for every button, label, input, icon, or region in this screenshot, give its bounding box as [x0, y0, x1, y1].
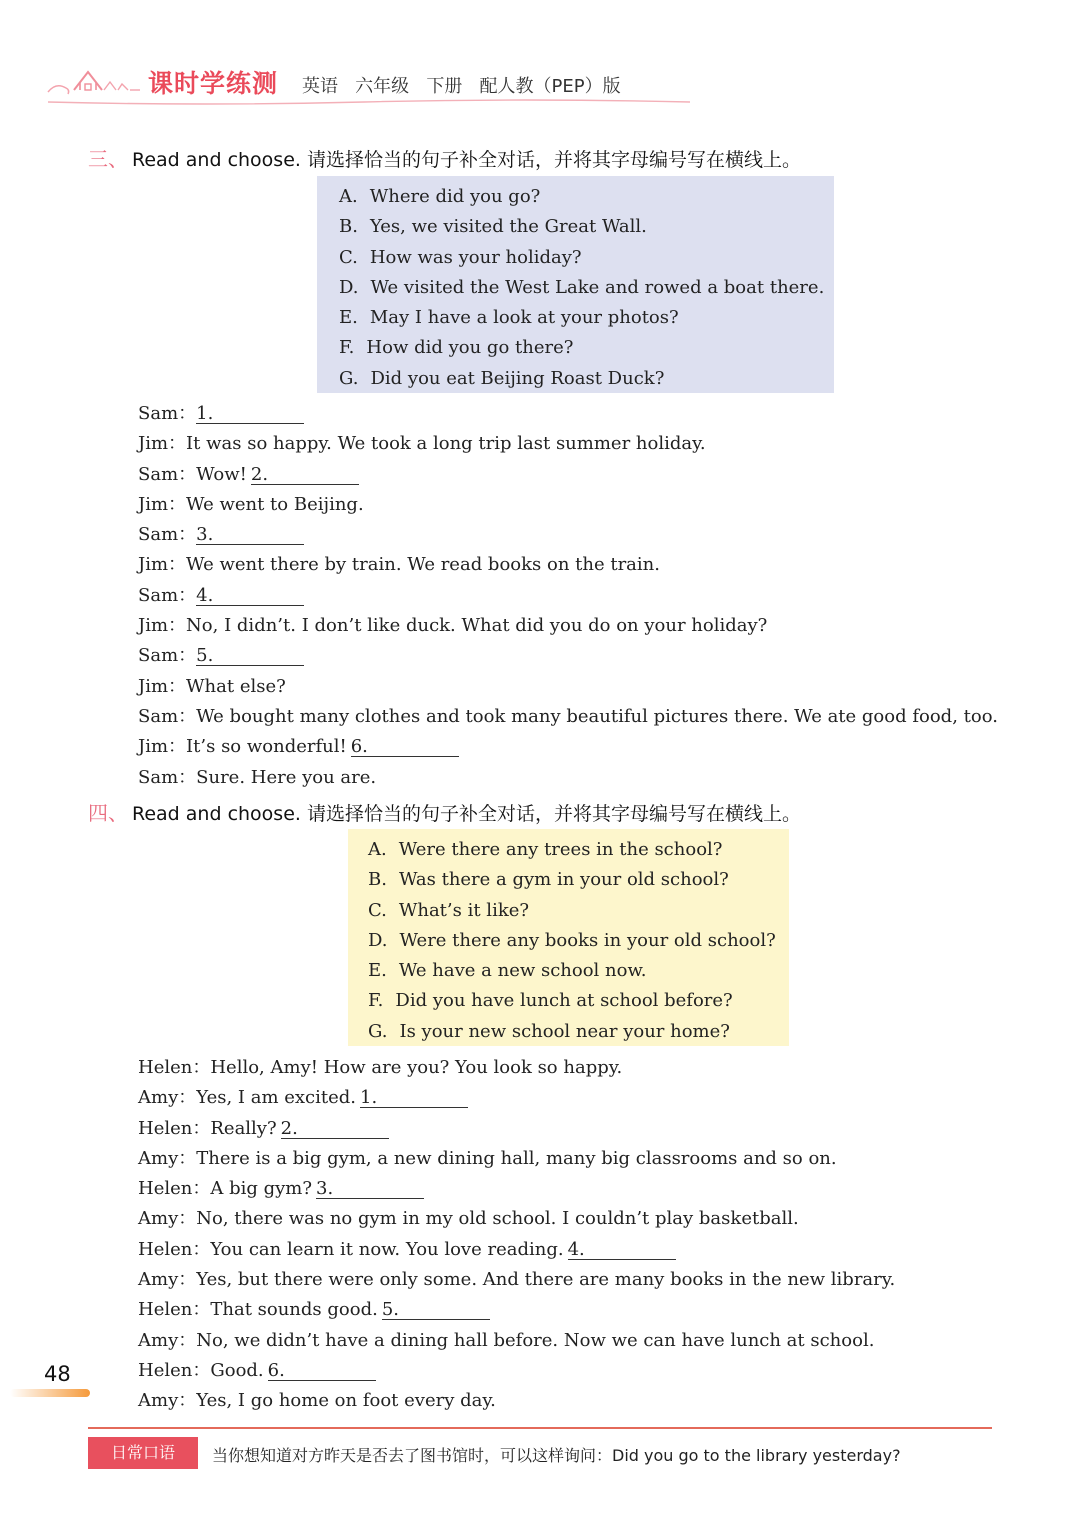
- section-4-options-list: [348, 835, 789, 1047]
- speaker-colon: ：: [178, 524, 197, 546]
- answer-blank[interactable]: 1.: [360, 1087, 468, 1108]
- option-item: [339, 333, 834, 363]
- speaker-colon: ：: [178, 463, 197, 485]
- speaker-name: Helen: [138, 1178, 193, 1200]
- option-letter: D.: [368, 929, 388, 951]
- option-letter: B.: [339, 216, 358, 238]
- speaker-name: Helen: [138, 1238, 193, 1260]
- speaker-name: Jim: [138, 433, 169, 455]
- section-3-heading: [88, 143, 801, 172]
- option-item: [339, 182, 834, 212]
- footer-label: 日常口语: [88, 1437, 198, 1469]
- dialog-line: [138, 611, 998, 641]
- dialog-line: [138, 581, 998, 611]
- dialog-line: [138, 429, 998, 459]
- dialog-line: [138, 550, 998, 580]
- speaker-name: Helen: [138, 1117, 193, 1139]
- answer-blank[interactable]: 5.: [196, 645, 304, 666]
- option-letter: F.: [339, 337, 355, 359]
- dialog-line: [138, 1326, 895, 1356]
- dialog-line: [138, 732, 998, 762]
- dialog-text: Sure. Here you are.: [196, 766, 377, 788]
- footer-divider: [88, 1427, 992, 1429]
- option-item: [339, 273, 834, 303]
- dialog-line: [138, 520, 998, 550]
- section-4-options-box: [348, 829, 789, 1046]
- dialog-line: [138, 1053, 895, 1083]
- option-letter: A.: [339, 186, 358, 207]
- dialog-line: [138, 399, 998, 429]
- option-text: Did you eat Beijing Roast Duck?: [370, 367, 665, 389]
- option-letter: C.: [368, 899, 387, 921]
- option-text: We visited the West Lake and rowed a boat there.: [370, 276, 825, 298]
- option-letter: B.: [368, 869, 387, 891]
- header-underline: [44, 96, 694, 108]
- option-item: [368, 1017, 789, 1047]
- speaker-colon: ：: [192, 1178, 211, 1200]
- option-text: Were there any books in your old school?: [399, 929, 776, 951]
- speaker-colon: ：: [178, 403, 197, 424]
- option-item: [368, 986, 789, 1016]
- speaker-name: Jim: [138, 554, 169, 576]
- dialog-text: No, I didn’t. I don’t like duck. What did you do on your holiday?: [186, 615, 768, 637]
- option-text: How was your holiday?: [369, 246, 582, 268]
- speaker-name: Amy: [138, 1208, 179, 1230]
- speaker-colon: ：: [192, 1299, 211, 1321]
- speaker-name: Sam: [138, 463, 179, 485]
- option-item: [368, 896, 789, 926]
- speaker-colon: ：: [168, 615, 187, 637]
- answer-blank[interactable]: 6.: [268, 1360, 376, 1381]
- dialog-text: Wow!: [196, 463, 247, 485]
- speaker-colon: ：: [168, 554, 187, 576]
- answer-blank[interactable]: 4.: [196, 585, 304, 606]
- section-4-heading: [88, 797, 801, 826]
- section-3-title: Read and choose. 请选择恰当的句子补全对话，并将其字母编号写在横线上。: [132, 149, 801, 171]
- dialog-text: Good.: [210, 1359, 264, 1381]
- dialog-line: [138, 1386, 895, 1416]
- dialog-line: [138, 1174, 895, 1204]
- speaker-name: Helen: [138, 1299, 193, 1321]
- option-item: [339, 212, 834, 242]
- section-4-number: 四、: [88, 801, 128, 825]
- speaker-name: Sam: [138, 584, 179, 606]
- option-text: Was there a gym in your old school?: [398, 869, 729, 891]
- dialog-line: [138, 1235, 895, 1265]
- option-text: We have a new school now.: [398, 960, 647, 982]
- footer-tip: 当你想知道对方昨天是否去了图书馆时，可以这样询问：Did you go to the library yesterday?: [212, 1446, 901, 1465]
- option-letter: F.: [368, 990, 384, 1012]
- dialog-text: No, we didn’t have a dining hall before. Now we can have lunch at school.: [196, 1329, 875, 1351]
- dialog-text: Yes, I am excited.: [196, 1087, 357, 1109]
- dialog-text: A big gym?: [210, 1178, 313, 1200]
- answer-blank[interactable]: 2.: [281, 1118, 389, 1139]
- speaker-colon: ：: [178, 1329, 197, 1351]
- option-letter: A.: [368, 839, 387, 860]
- dialog-line: [138, 763, 998, 793]
- dialog-text: There is a big gym, a new dining hall, many big classrooms and so on.: [196, 1147, 837, 1169]
- dialog-text: What else?: [186, 675, 286, 697]
- dialog-text: It was so happy. We took a long trip last summer holiday.: [186, 433, 706, 455]
- brand-title: 课时学练测: [148, 69, 279, 98]
- dialog-line: [138, 641, 998, 671]
- option-item: [339, 364, 834, 394]
- speaker-colon: ：: [192, 1057, 211, 1078]
- dialog-line: [138, 672, 998, 702]
- speaker-colon: ：: [178, 1269, 197, 1291]
- option-letter: E.: [368, 960, 387, 982]
- speaker-name: Jim: [138, 736, 169, 758]
- answer-blank[interactable]: 1.: [196, 403, 304, 424]
- speaker-name: Amy: [138, 1147, 179, 1169]
- dialog-text: Yes, but there were only some. And there are many books in the new library.: [196, 1269, 896, 1291]
- speaker-name: Sam: [138, 766, 179, 788]
- dialog-text: We went there by train. We read books on the train.: [186, 554, 660, 576]
- speaker-name: Amy: [138, 1087, 179, 1109]
- option-text: Were there any trees in the school?: [398, 839, 723, 860]
- option-item: [368, 865, 789, 895]
- dialog-text: We bought many clothes and took many beautiful pictures there. We ate good food, too.: [196, 705, 998, 727]
- dialog-text: Yes, I go home on foot every day.: [196, 1390, 496, 1412]
- page-number: 48: [44, 1362, 71, 1386]
- speaker-name: Sam: [138, 524, 179, 546]
- speaker-colon: ：: [178, 1147, 197, 1169]
- speaker-name: Sam: [138, 645, 179, 667]
- dialog-text: Really?: [210, 1117, 277, 1139]
- option-letter: D.: [339, 276, 359, 298]
- answer-blank[interactable]: 2.: [251, 464, 359, 485]
- speaker-colon: ：: [192, 1117, 211, 1139]
- option-text: Where did you go?: [369, 186, 541, 207]
- speaker-name: Helen: [138, 1057, 193, 1078]
- dialog-line: [138, 1144, 895, 1174]
- speaker-name: Jim: [138, 493, 169, 515]
- speaker-name: Helen: [138, 1359, 193, 1381]
- dialog-line: [138, 1114, 895, 1144]
- speaker-colon: ：: [178, 1208, 197, 1230]
- dialog-line: [138, 702, 998, 732]
- speaker-colon: ：: [178, 645, 197, 667]
- option-item: [368, 835, 789, 865]
- speaker-colon: ：: [178, 1390, 197, 1412]
- dialog-line: [138, 460, 998, 490]
- dialog-line: [138, 490, 998, 520]
- dialog-text: You can learn it now. You love reading.: [210, 1238, 564, 1260]
- option-letter: C.: [339, 246, 358, 268]
- speaker-colon: ：: [168, 736, 187, 758]
- speaker-colon: ：: [178, 705, 197, 727]
- speaker-name: Amy: [138, 1269, 179, 1291]
- answer-blank[interactable]: 3.: [316, 1178, 424, 1199]
- book-subtitle: 英语 六年级 下册 配人教（PEP）版: [302, 76, 621, 97]
- speaker-name: Sam: [138, 403, 179, 424]
- dialog-text: Hello, Amy! How are you? You look so happy.: [210, 1057, 623, 1078]
- option-item: [368, 926, 789, 956]
- speaker-name: Sam: [138, 705, 179, 727]
- page-header: [44, 58, 694, 114]
- option-letter: G.: [339, 367, 359, 389]
- dialog-line: [138, 1295, 895, 1325]
- speaker-colon: ：: [168, 433, 187, 455]
- answer-blank[interactable]: 3.: [196, 524, 304, 545]
- dialog-text: No, there was no gym in my old school. I couldn’t play basketball.: [196, 1208, 799, 1230]
- dialog-line: [138, 1204, 895, 1234]
- dialog-text: That sounds good.: [210, 1299, 378, 1321]
- section-3-options-box: [317, 176, 834, 393]
- section-4-title: Read and choose. 请选择恰当的句子补全对话，并将其字母编号写在横线上。: [132, 803, 801, 825]
- option-text: Did you have lunch at school before?: [395, 990, 733, 1012]
- option-item: [339, 303, 834, 333]
- option-text: What’s it like?: [398, 899, 530, 921]
- speaker-colon: ：: [192, 1359, 211, 1381]
- speaker-name: Amy: [138, 1390, 179, 1412]
- speaker-colon: ：: [178, 1087, 197, 1109]
- dialog-text: We went to Beijing.: [186, 493, 364, 515]
- option-text: Is your new school near your home?: [399, 1020, 730, 1042]
- speaker-colon: ：: [192, 1238, 211, 1260]
- section-4-dialog: [138, 1053, 895, 1417]
- option-letter: G.: [368, 1020, 388, 1042]
- option-text: Yes, we visited the Great Wall.: [369, 216, 647, 238]
- option-item: [339, 243, 834, 273]
- option-text: How did you go there?: [366, 337, 574, 359]
- speaker-name: Jim: [138, 675, 169, 697]
- speaker-name: Jim: [138, 615, 169, 637]
- dialog-text: It’s so wonderful!: [186, 736, 347, 758]
- answer-blank[interactable]: 4.: [568, 1239, 676, 1260]
- option-item: [368, 956, 789, 986]
- dialog-line: [138, 1356, 895, 1386]
- dialog-line: [138, 1265, 895, 1295]
- speaker-colon: ：: [168, 493, 187, 515]
- answer-blank[interactable]: 6.: [351, 736, 459, 757]
- dialog-line: [138, 1083, 895, 1113]
- option-letter: E.: [339, 307, 358, 329]
- answer-blank[interactable]: 5.: [382, 1299, 490, 1320]
- page-number-bar: [10, 1389, 90, 1397]
- option-text: May I have a look at your photos?: [369, 307, 679, 329]
- section-3-dialog: [138, 399, 998, 793]
- speaker-colon: ：: [178, 584, 197, 606]
- speaker-colon: ：: [178, 766, 197, 788]
- speaker-name: Amy: [138, 1329, 179, 1351]
- speaker-colon: ：: [168, 675, 187, 697]
- house-logo-icon: [44, 60, 144, 100]
- section-3-options-list: [317, 182, 834, 394]
- section-3-number: 三、: [88, 147, 128, 171]
